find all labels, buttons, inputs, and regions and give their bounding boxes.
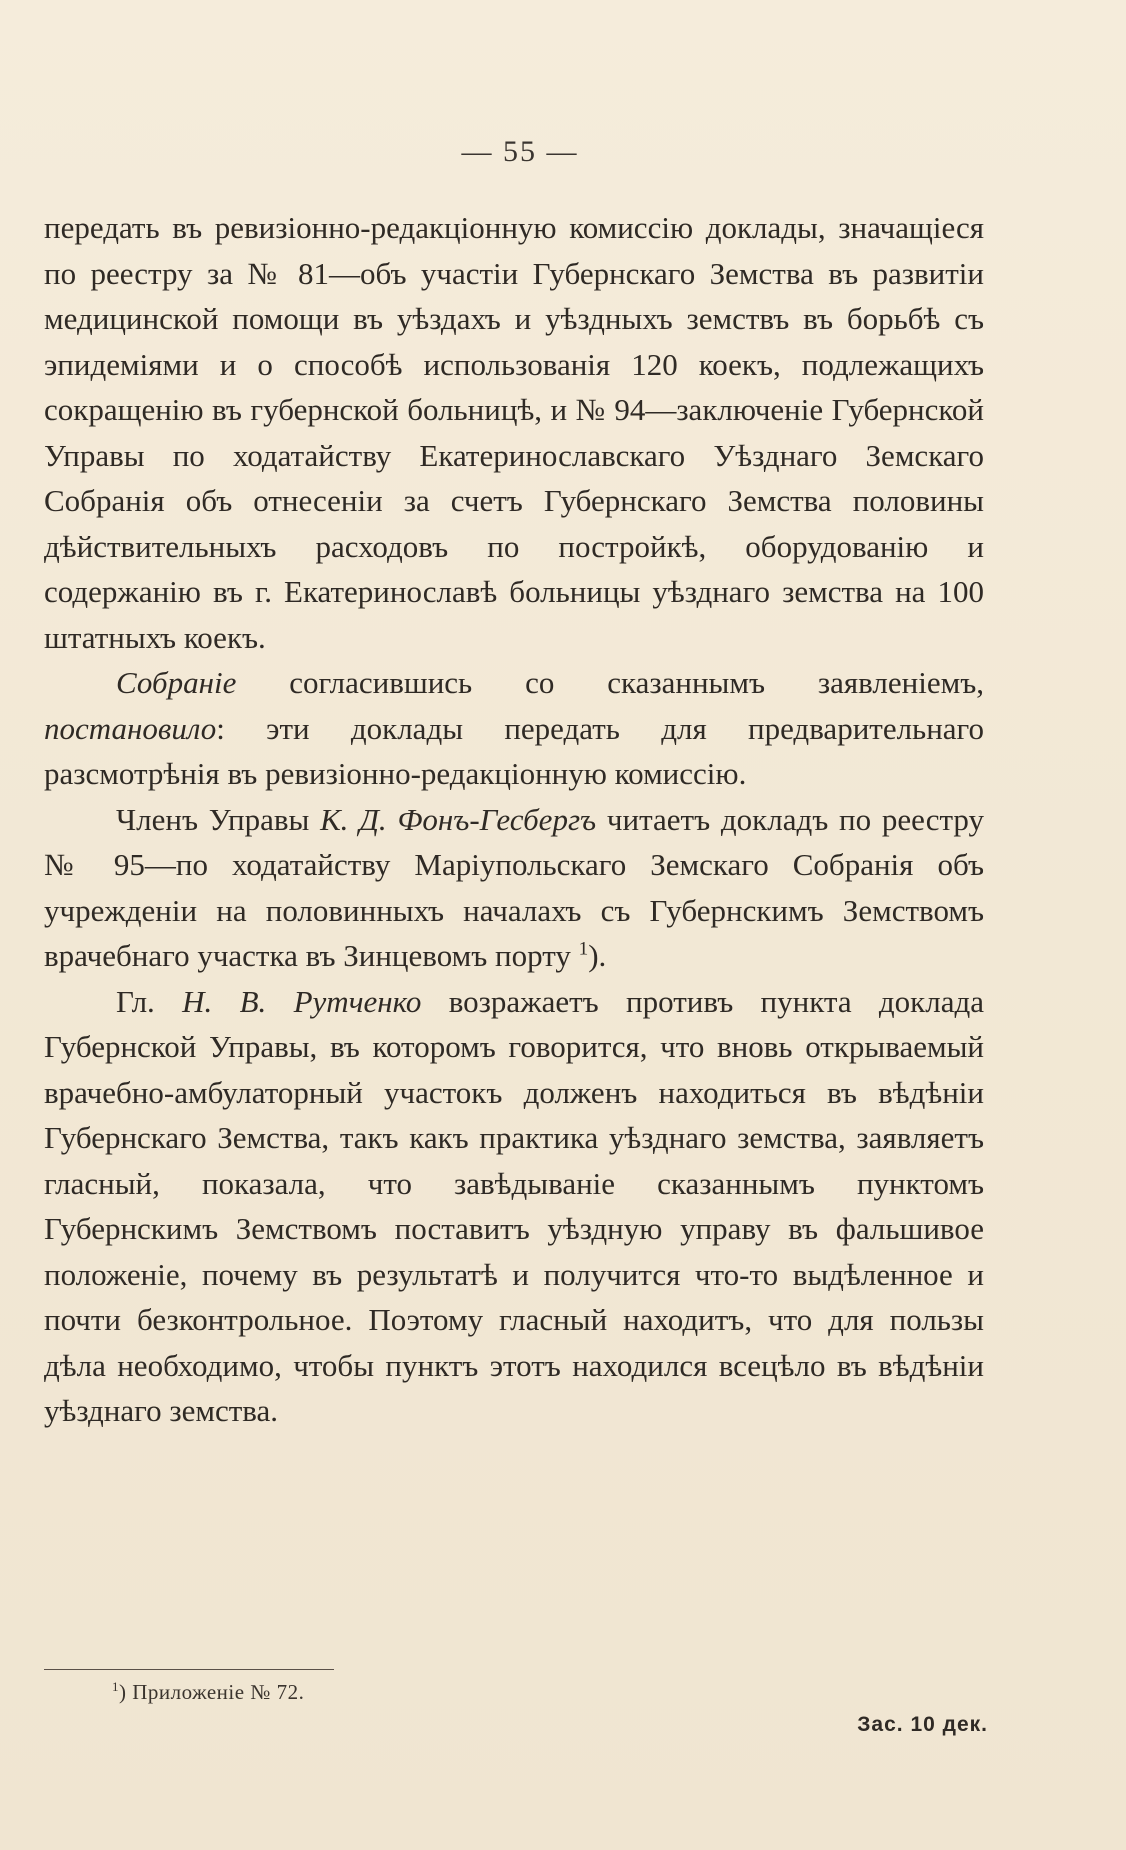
paragraph-text: Гл. [116, 983, 183, 1019]
paragraph-text: ). [588, 938, 607, 973]
paragraph [44, 660, 984, 797]
footnote-mark: 1 [112, 1679, 120, 1694]
italic-name: К. Д. Фонъ-Гесбергъ [320, 801, 597, 837]
paragraph-text: Членъ Управы [116, 801, 321, 837]
paragraph-text: согласившись со сказаннымъ заявленіемъ, [236, 665, 984, 700]
footnote-separator [44, 1669, 334, 1670]
body-text [44, 205, 984, 1434]
paragraph-text: читаетъ докладъ по реестру № 95—по ходатайству Маріупольскаго Земскаго Собранія объ учрежденіи на половинныхъ началахъ съ Губернскимъ Земствомъ врачебнаго участка въ Зинцевомъ порту [44, 801, 984, 973]
footnote-reference: 1 [578, 938, 589, 960]
italic-name: Собраніе [116, 665, 237, 700]
italic-name: Н. В. Рутченко [182, 983, 422, 1019]
page-number: — 55 — [461, 135, 579, 168]
footnote [112, 1680, 304, 1705]
italic-name: постановило [44, 710, 217, 746]
paragraph [44, 797, 984, 979]
session-date: Зас. 10 дек. [857, 1713, 988, 1736]
paragraph-text: возражаетъ противъ пункта доклада Губернской Управы, въ которомъ говорится, что вновь открываемый врачебно-амбулаторный участокъ долженъ находиться въ вѣдѣніи Губернскаго Земства, такъ какъ практика уѣзднаго земства, заявляетъ гласный, показала, что завѣдываніе сказаннымъ пунктомъ Губернскимъ Земствомъ поставитъ уѣздную управу въ фальшивое положеніе, почему въ результатѣ и получится что-то выдѣленное и почти безконтрольное. Поэтому гласный находитъ, что для пользы дѣла необходимо, чтобы пунктъ этотъ находился всецѣло въ вѣдѣніи уѣзднаго земства. [44, 983, 984, 1428]
paragraph [44, 205, 984, 660]
footnote-text: ) Приложеніе № 72. [119, 1680, 305, 1704]
paragraph-text: передать въ ревизіонно-редакціонную комиссію доклады, значащіеся по реестру за № 81—объ участіи Губернскаго Земства въ развитіи медицинской помощи въ уѣздахъ и уѣздныхъ земствъ въ борьбѣ съ эпидеміями и о способѣ использованія 120 коекъ, подлежащихъ сокращенію въ губернской больницѣ, и № 94—заключеніе Губернской Управы по ходатайству Екатеринославскаго Уѣзднаго Земскаго Собранія объ отнесеніи за счетъ Губернскаго Земства половины дѣйствительныхъ расходовъ по постройкѣ, оборудованію и содержанію въ г. Екатеринославѣ больницы уѣзднаго земства на 100 штатныхъ коекъ. [44, 210, 984, 655]
paragraph [44, 979, 984, 1434]
paragraph-text: : эти доклады передать для предварительнаго разсмотрѣнія въ ревизіонно-редакціонную комиссію. [44, 710, 984, 791]
